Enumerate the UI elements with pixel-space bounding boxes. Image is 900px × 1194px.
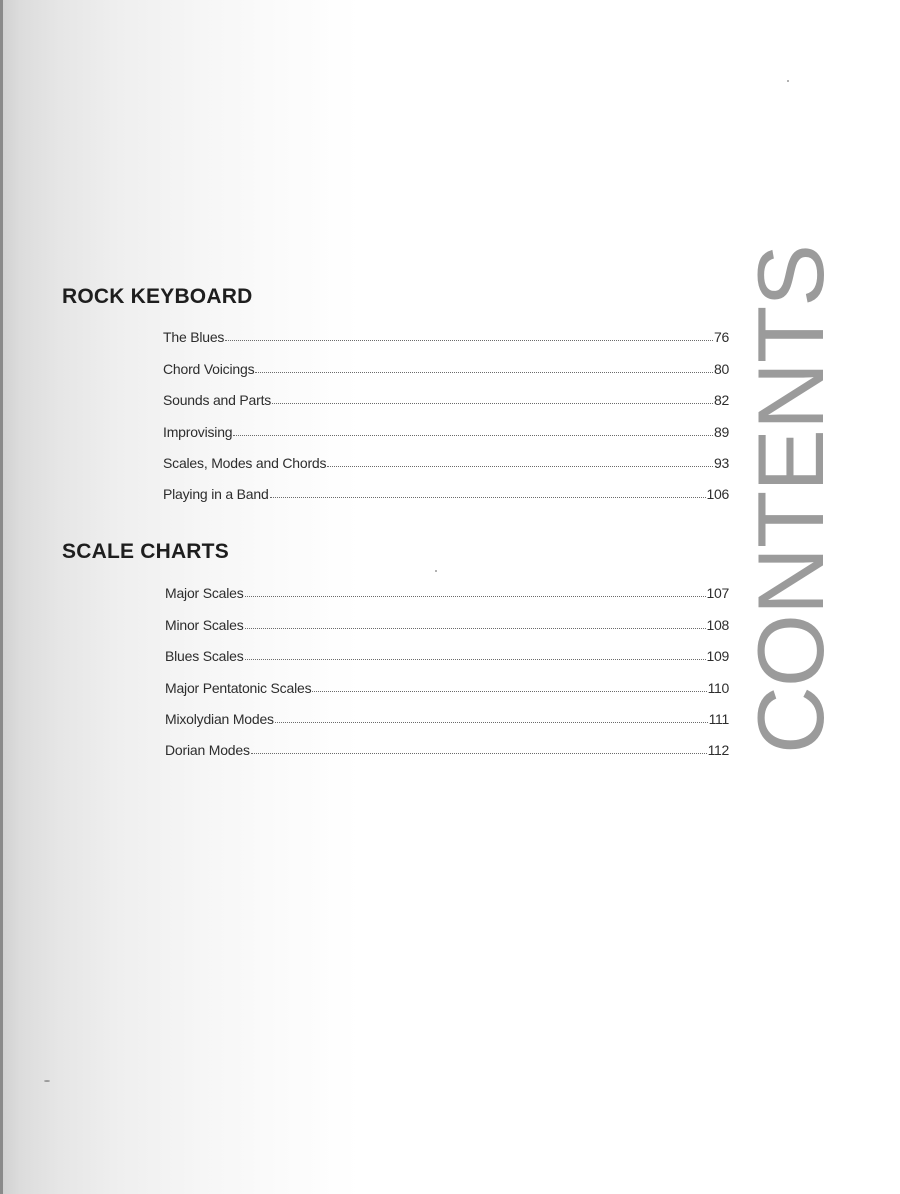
dot-leader <box>275 721 708 723</box>
dot-leader <box>255 371 713 373</box>
scan-speck <box>787 80 789 82</box>
toc-entry-title: Dorian Modes <box>165 742 250 759</box>
toc-entry-title: Scales, Modes and Chords <box>163 454 327 471</box>
dot-leader <box>270 496 706 498</box>
toc-entry-title: Improvising <box>163 423 233 440</box>
toc-entry-page: 108 <box>706 616 729 633</box>
toc-entry-page: 106 <box>706 486 729 503</box>
toc-entry-page: 107 <box>706 585 729 602</box>
toc-list <box>163 314 729 502</box>
toc-entry-title: Sounds and Parts <box>163 392 272 409</box>
dot-leader <box>225 339 713 341</box>
toc-entry-page: 109 <box>706 648 729 665</box>
dot-leader <box>251 752 707 754</box>
toc-entry[interactable] <box>165 727 729 758</box>
toc-entry-page: 112 <box>707 742 729 759</box>
toc-entry[interactable] <box>163 377 729 408</box>
dot-leader <box>233 434 713 436</box>
toc-entry-title: Chord Voicings <box>163 360 255 377</box>
toc-entry[interactable] <box>165 601 729 632</box>
toc-entry-title: Major Pentatonic Scales <box>165 679 312 696</box>
toc-entry[interactable] <box>163 440 729 471</box>
toc-entry-page: 110 <box>707 679 729 696</box>
toc-entry[interactable] <box>163 314 729 345</box>
toc-entry-page: 111 <box>708 710 729 727</box>
toc-entry-page: 76 <box>714 329 729 346</box>
toc-entry-page: 93 <box>714 454 729 471</box>
dot-leader <box>327 465 713 467</box>
toc-entry[interactable] <box>165 633 729 664</box>
toc-entry[interactable] <box>163 408 729 439</box>
toc-entry-title: Mixolydian Modes <box>165 710 274 727</box>
toc-entry-title: The Blues <box>163 329 225 346</box>
dot-leader <box>245 627 706 629</box>
dot-leader <box>245 658 706 660</box>
toc-entry-page: 82 <box>714 392 729 409</box>
toc-entry-title: Playing in a Band <box>163 486 269 503</box>
dot-leader <box>312 690 706 692</box>
toc-entry[interactable] <box>165 696 729 727</box>
toc-entry[interactable] <box>163 345 729 376</box>
dot-leader <box>272 402 713 404</box>
toc-entry-page: 89 <box>714 423 729 440</box>
section-heading: SCALE CHARTS <box>62 540 229 563</box>
toc-entry[interactable] <box>163 471 729 502</box>
toc-entry-page: 80 <box>714 360 729 377</box>
dot-leader <box>245 595 706 597</box>
scan-speck <box>435 570 437 572</box>
contents-title: CONTENTS <box>738 245 843 754</box>
toc-entry[interactable] <box>165 664 729 695</box>
toc-entry-title: Blues Scales <box>165 648 244 665</box>
toc-entry-title: Minor Scales <box>165 616 244 633</box>
toc-entry[interactable] <box>165 570 729 601</box>
scan-speck <box>44 1080 50 1082</box>
toc-list <box>165 570 729 758</box>
section-heading: ROCK KEYBOARD <box>62 285 253 308</box>
toc-entry-title: Major Scales <box>165 585 244 602</box>
